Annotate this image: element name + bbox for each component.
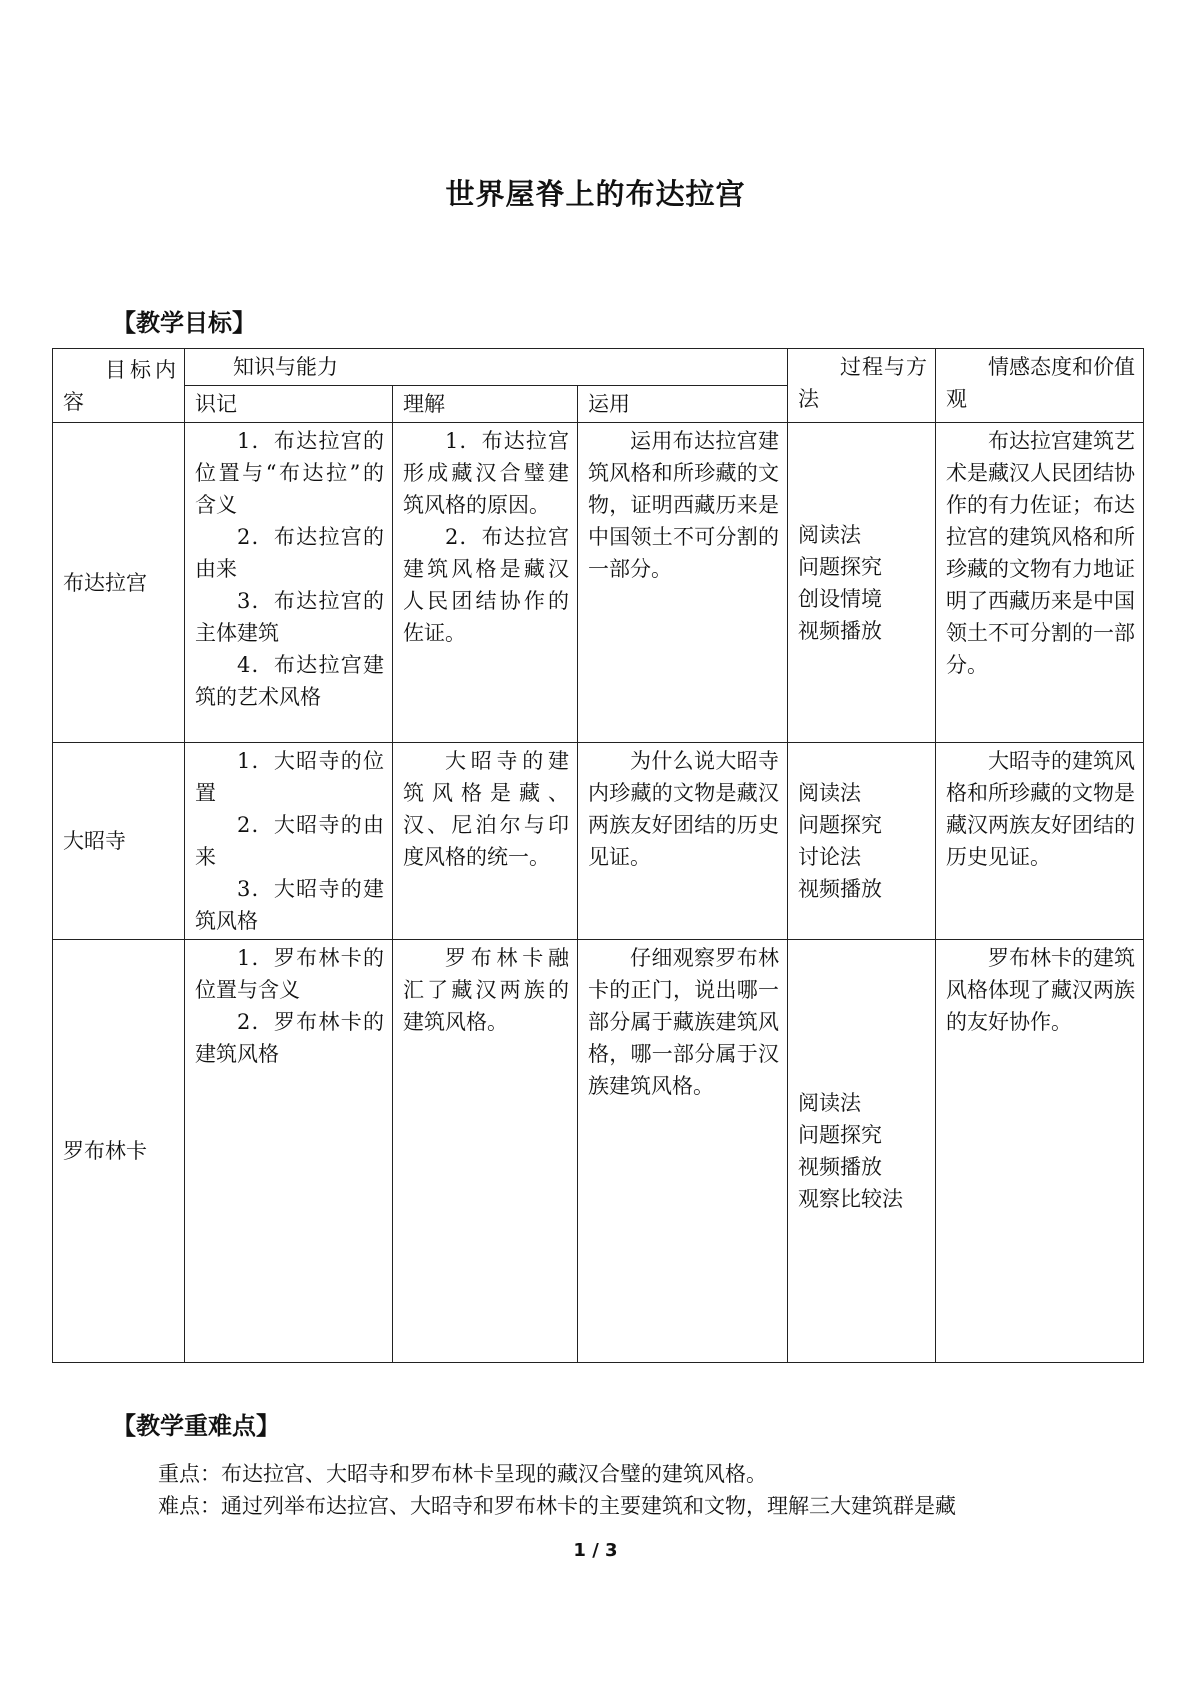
header-knowledge-ability: 知识与能力 [185,349,788,386]
apply-text: 为什么说大昭寺内珍藏的文物是藏汉两族友好团结的历史见证。 [588,749,779,869]
cell-apply [578,743,788,940]
method-item: 视频播放 [798,618,882,643]
understand-item: 大昭寺的建筑风格是藏、汉、尼泊尔与印度风格的统一。 [403,749,569,869]
recall-item: 4．布达拉宫建筑的艺术风格 [195,653,384,709]
cell-recall [185,743,393,940]
table-row [53,423,1144,743]
cell-understand [393,423,578,743]
cell-methods [788,423,936,743]
recall-item: 2．大昭寺的由来 [195,813,384,869]
teaching-goals-table [52,348,1144,1363]
method-item: 问题探究 [798,813,882,837]
header-emotion-values: 情感态度和价值观 [936,349,1144,423]
row-name: 布达拉宫 [53,423,185,743]
method-item: 讨论法 [798,845,861,869]
cell-apply [578,940,788,1363]
table-row [53,743,1144,940]
cell-recall [185,940,393,1363]
method-item: 阅读法 [798,522,861,547]
header-apply: 运用 [578,386,788,423]
section-heading-key-difficult: 【教学重难点】 [112,1412,280,1440]
method-item: 视频播放 [798,1155,882,1179]
difficult-point-text: 难点：通过列举布达拉宫、大昭寺和罗布林卡的主要建筑和文物，理解三大建筑群是藏 [158,1494,956,1518]
cell-apply [578,423,788,743]
recall-item: 1．罗布林卡的位置与含义 [195,946,384,1002]
method-item: 观察比较法 [798,1187,903,1211]
method-item: 创设情境 [798,586,882,611]
recall-item: 1．布达拉宫的位置与“布达拉”的含义 [195,429,384,517]
emotion-text: 罗布林卡的建筑风格体现了藏汉两族的友好协作。 [946,946,1135,1034]
understand-item: 罗布林卡融汇了藏汉两族的建筑风格。 [403,946,569,1034]
row-name: 罗布林卡 [53,940,185,1363]
method-item: 阅读法 [798,781,861,805]
method-item: 问题探究 [798,1123,882,1147]
understand-item: 2．布达拉宫建筑风格是藏汉人民团结协作的佐证。 [403,525,569,645]
cell-emotion [936,940,1144,1363]
emotion-text: 布达拉宫建筑艺术是藏汉人民团结协作的有力佐证；布达拉宫的建筑风格和所珍藏的文物有力地证明了西藏历来是中国领土不可分割的一部分。 [946,429,1135,677]
method-item: 视频播放 [798,877,882,901]
understand-item: 1．布达拉宫形成藏汉合璧建筑风格的原因。 [403,429,569,517]
header-understand: 理解 [393,386,578,423]
document-title: 世界屋脊上的布达拉宫 [445,177,746,211]
row-name: 大昭寺 [53,743,185,940]
cell-methods [788,743,936,940]
recall-item: 1．大昭寺的位置 [195,749,384,805]
section-heading-teaching-goals: 【教学目标】 [112,309,256,337]
cell-understand [393,743,578,940]
recall-item: 3．布达拉宫的主体建筑 [195,589,384,645]
recall-item: 2．罗布林卡的建筑风格 [195,1010,384,1066]
recall-item: 3．大昭寺的建筑风格 [195,877,384,933]
emotion-text: 大昭寺的建筑风格和所珍藏的文物是藏汉两族友好团结的历史见证。 [946,749,1135,869]
method-item: 阅读法 [798,1091,861,1115]
cell-understand [393,940,578,1363]
header-recall: 识记 [185,386,393,423]
apply-text: 仔细观察罗布林卡的正门，说出哪一部分属于藏族建筑风格，哪一部分属于汉族建筑风格。 [588,946,779,1098]
cell-recall [185,423,393,743]
table-row [53,940,1144,1363]
header-target-content: 目标内容 [53,349,185,423]
header-process-method: 过程与方法 [788,349,936,423]
apply-text: 运用布达拉宫建筑风格和所珍藏的文物，证明西藏历来是中国领土不可分割的一部分。 [588,429,779,581]
method-item: 问题探究 [798,554,882,579]
key-point-text: 重点：布达拉宫、大昭寺和罗布林卡呈现的藏汉合璧的建筑风格。 [158,1462,767,1486]
recall-item: 2．布达拉宫的由来 [195,525,384,581]
page-indicator: 1 / 3 [573,1540,618,1561]
cell-methods [788,940,936,1363]
cell-emotion [936,743,1144,940]
cell-emotion [936,423,1144,743]
